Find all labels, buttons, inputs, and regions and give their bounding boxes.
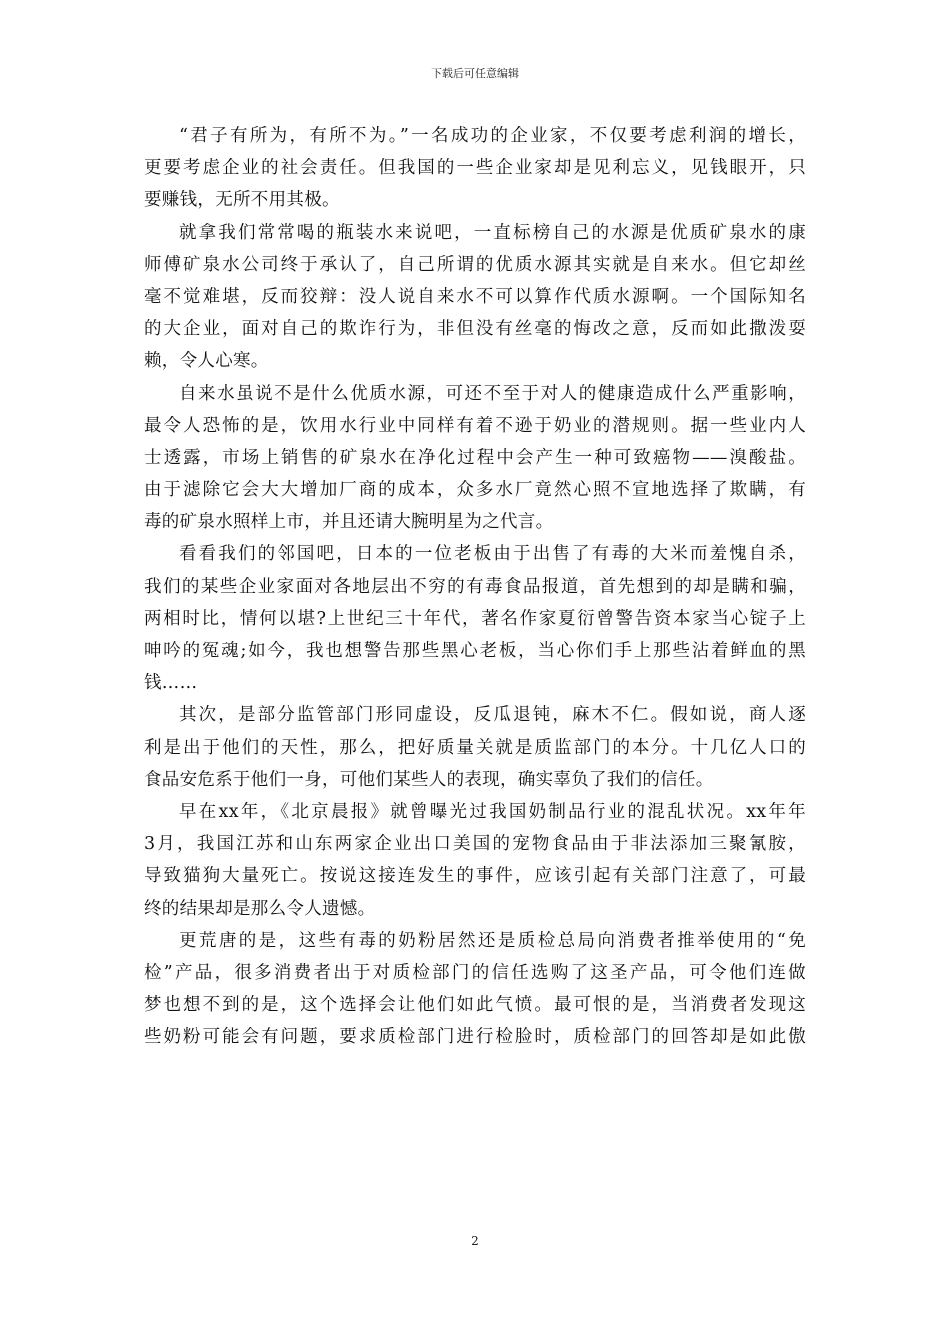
text-line: 梦也想不到的是，这个选择会让他们如此气愤。最可恨的是，当消费者发现这	[144, 995, 806, 1016]
text-line: 看看我们的邻国吧，日本的一位老板由于出售了有毒的大米而羞愧自杀，	[179, 544, 806, 565]
paragraph	[144, 120, 806, 217]
text-line: 自来水虽说不是什么优质水源，可还不至于对人的健康造成什么严重影响，	[179, 383, 806, 404]
text-line: 就拿我们常常喝的瓶装水来说吧，一直标榜自己的水源是优质矿泉水的康	[179, 222, 806, 243]
text-line: 早在xx年，《北京晨报》就曾曝光过我国奶制品行业的混乱状况。xx年年	[179, 801, 806, 822]
body-text	[144, 120, 806, 1053]
page-number: 2	[471, 1234, 479, 1248]
text-line: 检”产品，很多消费者出于对质检部门的信任选购了这圣产品，可令他们连做	[144, 962, 806, 983]
paragraph	[144, 796, 806, 925]
text-line: 最令人恐怖的是，饮用水行业中同样有着不逊于奶业的潜规则。据一些业内人	[144, 415, 806, 436]
text-line: 的大企业，面对自己的欺诈行为，非但没有丝毫的悔改之意，反而如此撒泼耍	[144, 319, 806, 340]
page-header: 下载后可任意编辑	[431, 67, 519, 80]
text-line: 些奶粉可能会有问题，要求质检部门进行检脸时，质检部门的回答却是如此傲	[144, 1027, 806, 1048]
text-line: 终的结果却是那么令人遗憾。	[144, 898, 376, 919]
text-line: 更荒唐的是，这些有毒的奶粉居然还是质检总局向消费者推举使用的“免	[179, 930, 806, 951]
paragraph	[144, 378, 806, 539]
text-line: 士透露，市场上销售的矿泉水在净化过程中会产生一种可致癌物——溴酸盐。	[144, 447, 806, 468]
text-line: 毒的矿泉水照样上市，并且还请大腕明星为之代言。	[144, 512, 554, 533]
text-line: 师傅矿泉水公司终于承认了，自己所谓的优质水源其实就是自来水。但它却丝	[144, 254, 806, 275]
text-line: 要赚钱，无所不用其极。	[144, 190, 340, 211]
text-line: 其次，是部分监管部门形同虚设，反瓜退钝，麻木不仁。假如说，商人逐	[179, 705, 806, 726]
text-line: 我们的某些企业家面对各地层出不穷的有毒食品报道，首先想到的却是瞒和骗，	[144, 576, 806, 597]
text-line: 导致猫狗大量死亡。按说这接连发生的事件，应该引起有关部门注意了，可最	[144, 866, 806, 887]
text-line: 由于滤除它会大大增加厂商的成本，众多水厂竟然心照不宣地选择了欺瞒，有	[144, 480, 806, 501]
text-line: 两相时比，情何以堪?上世纪三十年代，著名作家夏衍曾警告资本家当心锭子上	[144, 608, 806, 629]
paragraph	[144, 217, 806, 378]
text-line: 更要考虑企业的社会责任。但我国的一些企业家却是见利忘义，见钱眼开，只	[144, 158, 806, 179]
text-line: 呻吟的冤魂;如今，我也想警告那些黑心老板，当心你们手上那些沾着鲜血的黑	[144, 641, 806, 661]
paragraph	[144, 925, 806, 1054]
text-line: 毫不觉难堪，反而狡辩：没人说自来水不可以算作代质水源啊。一个国际知名	[144, 286, 806, 307]
text-line: 利是出于他们的天性，那么，把好质量关就是质监部门的本分。十几亿人口的	[144, 737, 806, 758]
text-line: “君子有所为，有所不为。”一名成功的企业家，不仅要考虑利润的增长，	[179, 126, 806, 146]
text-line: 赖，令人心寒。	[144, 351, 269, 372]
text-line: 食品安危系于他们一身，可他们某些人的表现，确实辜负了我们的信任。	[144, 769, 714, 790]
paragraph	[144, 699, 806, 796]
text-line: 3月，我国江苏和山东两家企业出口美国的宠物食品由于非法添加三聚氰胺，	[144, 834, 806, 855]
text-line: 钱……	[144, 673, 198, 694]
paragraph	[144, 538, 806, 699]
